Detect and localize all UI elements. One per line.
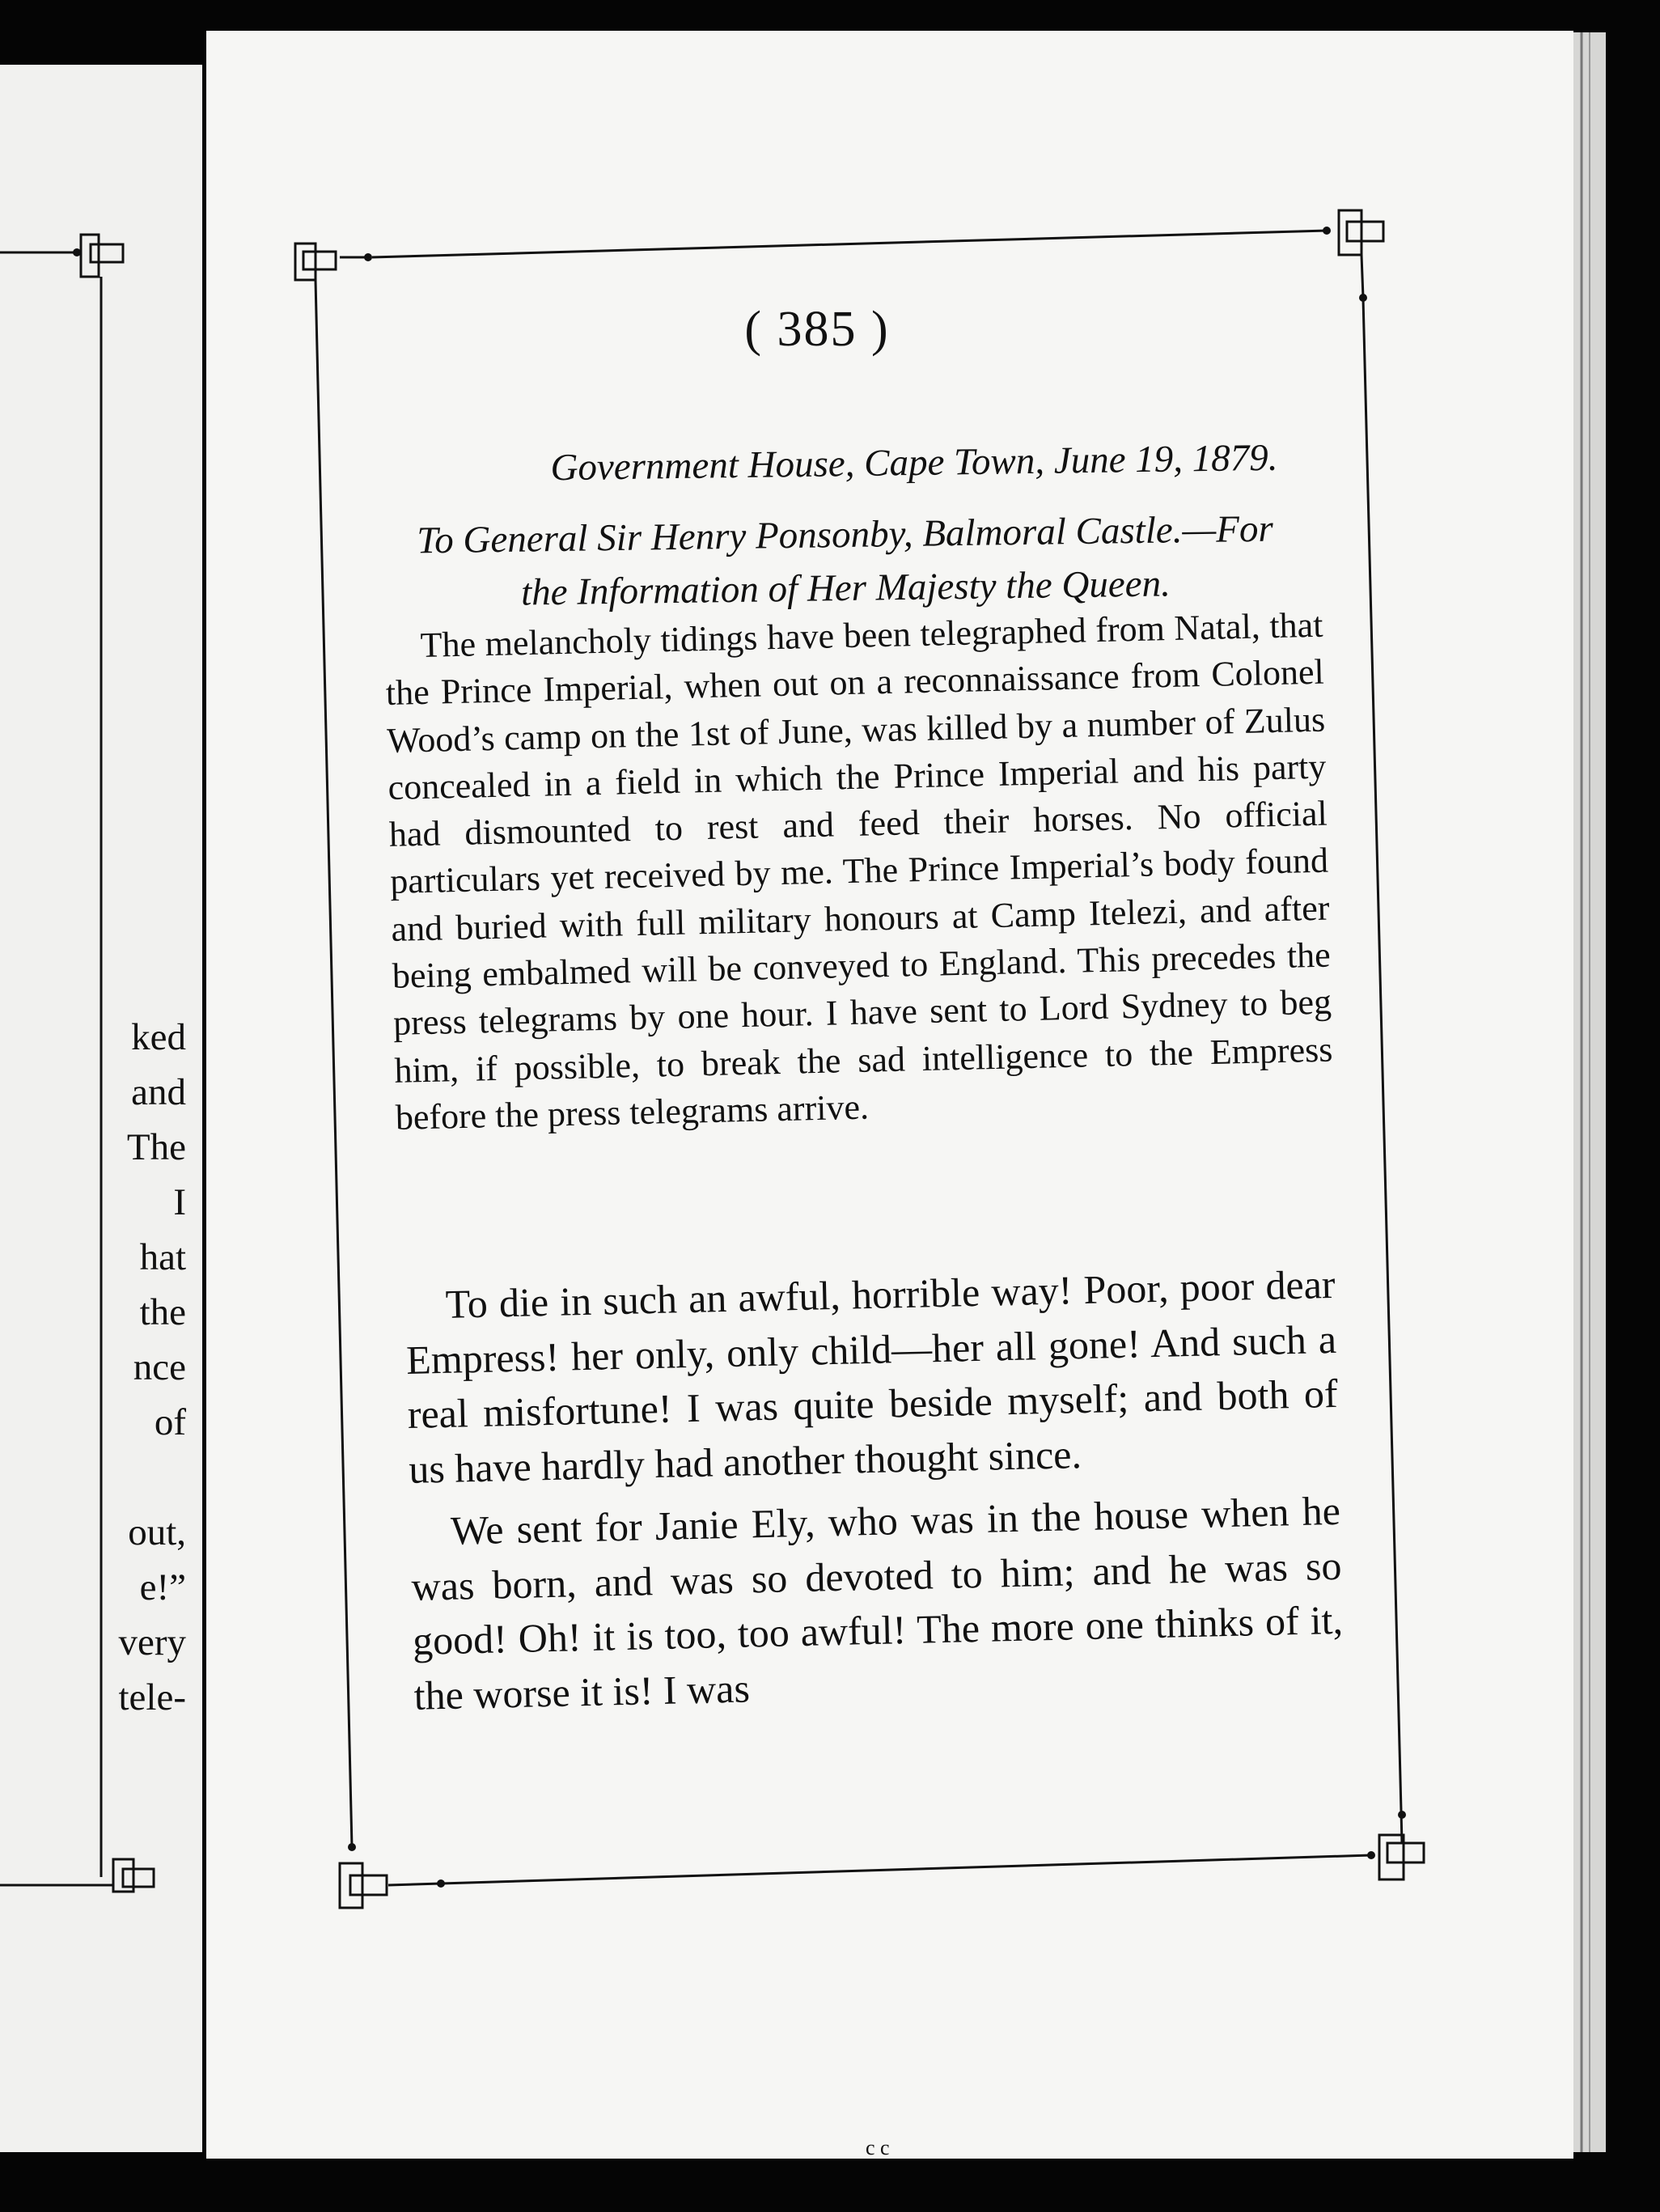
- address-line: To General Sir Henry Ponsonby, Balmoral Castle.—For: [417, 507, 1274, 562]
- left-fragment: ked: [131, 1016, 186, 1058]
- left-fragment: the: [139, 1291, 186, 1333]
- previous-page: [0, 65, 202, 2152]
- journal-text: [404, 1257, 1345, 1731]
- left-fragment: The: [126, 1126, 186, 1168]
- address: [363, 502, 1328, 622]
- left-fragment: hat: [139, 1236, 186, 1278]
- left-fragment: out,: [128, 1511, 186, 1553]
- left-fragment: e!”: [139, 1566, 186, 1608]
- left-fragment: and: [131, 1071, 186, 1113]
- dateline: Government House, Cape Town, June 19, 1879.: [550, 436, 1278, 489]
- journal-paragraph: To die in such an awful, horrible way! Poor, poor dear Empress! her only, only child—her all gone! And such a real misfortune! I was quite beside myself; and both of us have hardly had another thought since.: [405, 1261, 1339, 1492]
- signature-mark: c c: [866, 2136, 890, 2159]
- left-fragment: of: [154, 1401, 186, 1443]
- journal-paragraph: We sent for Janie Ely, who was in the house when he was born, and was so devoted to him; and he was so good! Oh! it is too, too awful! The more one thinks of it, the worse it is! I was: [410, 1487, 1344, 1718]
- address-line: the Information of Her Majesty the Queen.: [520, 562, 1171, 614]
- left-fragment: tele-: [118, 1676, 186, 1718]
- page-number: ( 385 ): [744, 302, 890, 357]
- left-fragment: I: [173, 1181, 186, 1223]
- left-fragment: nce: [133, 1346, 186, 1388]
- telegram-text: The melancholy tidings have been telegraphed from Natal, that the Prince Imperial, when out on a reconnaissance from Colonel Wood’s camp on the 1st of June, was killed by a number of Zulus concealed in a field in which the Prince Imperial and his party had dismounted to rest and feed their horses. No official particulars yet received by me. The Prince Imperial’s body found and buried with full military honours at Camp Itelezi, and after being embalmed will be conveyed to England. This precedes the press telegrams by one hour. I have sent to Lord Sydney to beg him, if possible, to break the sad intelligence to the Empress before the press telegrams arrive.: [385, 604, 1333, 1138]
- left-fragment: very: [118, 1621, 186, 1663]
